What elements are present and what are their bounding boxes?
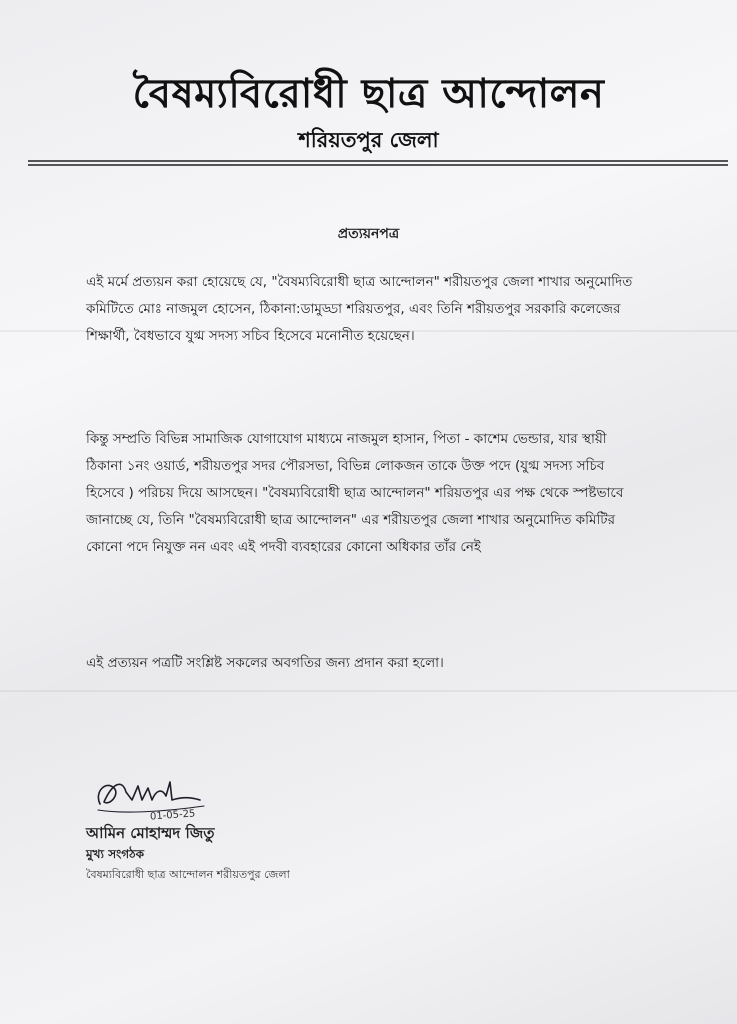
header-rule [28,164,728,166]
body-paragraph: কিন্তু সম্প্রতি বিভিন্ন সামাজিক যোগাযোগ মাধ্যমে নাজমুল হাসান, পিতা - কাশেম ভেন্ডার, যার স্থায়ী ঠিকানা ১নং ওয়ার্ড, শরীয়তপুর সদর পৌরসভা, বিভিন্ন লোকজন তাকে উক্ত পদে (যুগ্ম সদস্য সচিব হিসেবে ) পরিচয় দিয়ে আসছেন। "বৈষম্যবিরোধী ছাত্র আন্দোলন" শরিয়তপুর এর পক্ষ থেকে স্পষ্টভাবে জানাচ্ছে যে, তিনি "বৈষম্যবিরোধী ছাত্র আন্দোলন" এর শরীয়তপুর জেলা শাখার অনুমোদিত কমিটির কোনো পদে নিযুক্ত নন এবং এই পদবী ব্যবহারের কোনো অধিকার তাঁর নেই [86,431,624,555]
signer-organization: বৈষম্যবিরোধী ছাত্র আন্দোলন শরীয়তপুর জেলা [86,868,290,881]
paper-fold [0,690,737,692]
signer-name: আমিন মোহাম্মদ জিতু [86,824,215,842]
district-subtitle: শরিয়তপুর জেলা [298,128,439,152]
body-paragraph: এই মর্মে প্রত্যয়ন করা হোয়েছে যে, "বৈষম্যবিরোধী ছাত্র আন্দোলন" শরীয়তপুর জেলা শাখার অনুমোদিত কমিটিতে মোঃ নাজমুল হোসেন, ঠিকানা:ডামুড্ডা শরিয়তপুর, এবং তিনি শরীয়তপুর সরকারি কলেজের শিক্ষার্থী, বৈধভাবে যুগ্ম সদস্য সচিব হিসেবে মনোনীত হয়েছেন। [86,274,633,344]
signature-date: 01-05-25 [149,808,196,823]
body-paragraph: এই প্রত্যয়ন পত্রটি সংশ্লিষ্ট সকলের অবগতির জন্য প্রদান করা হলো। [86,655,444,671]
organization-title: বৈষম্যবিরোধী ছাত্র আন্দোলন [132,71,605,117]
header-rule [28,160,728,162]
signer-title: মুখ্য সংগঠক [86,847,144,861]
document-title: প্রত্যয়নপত্র [337,226,400,242]
